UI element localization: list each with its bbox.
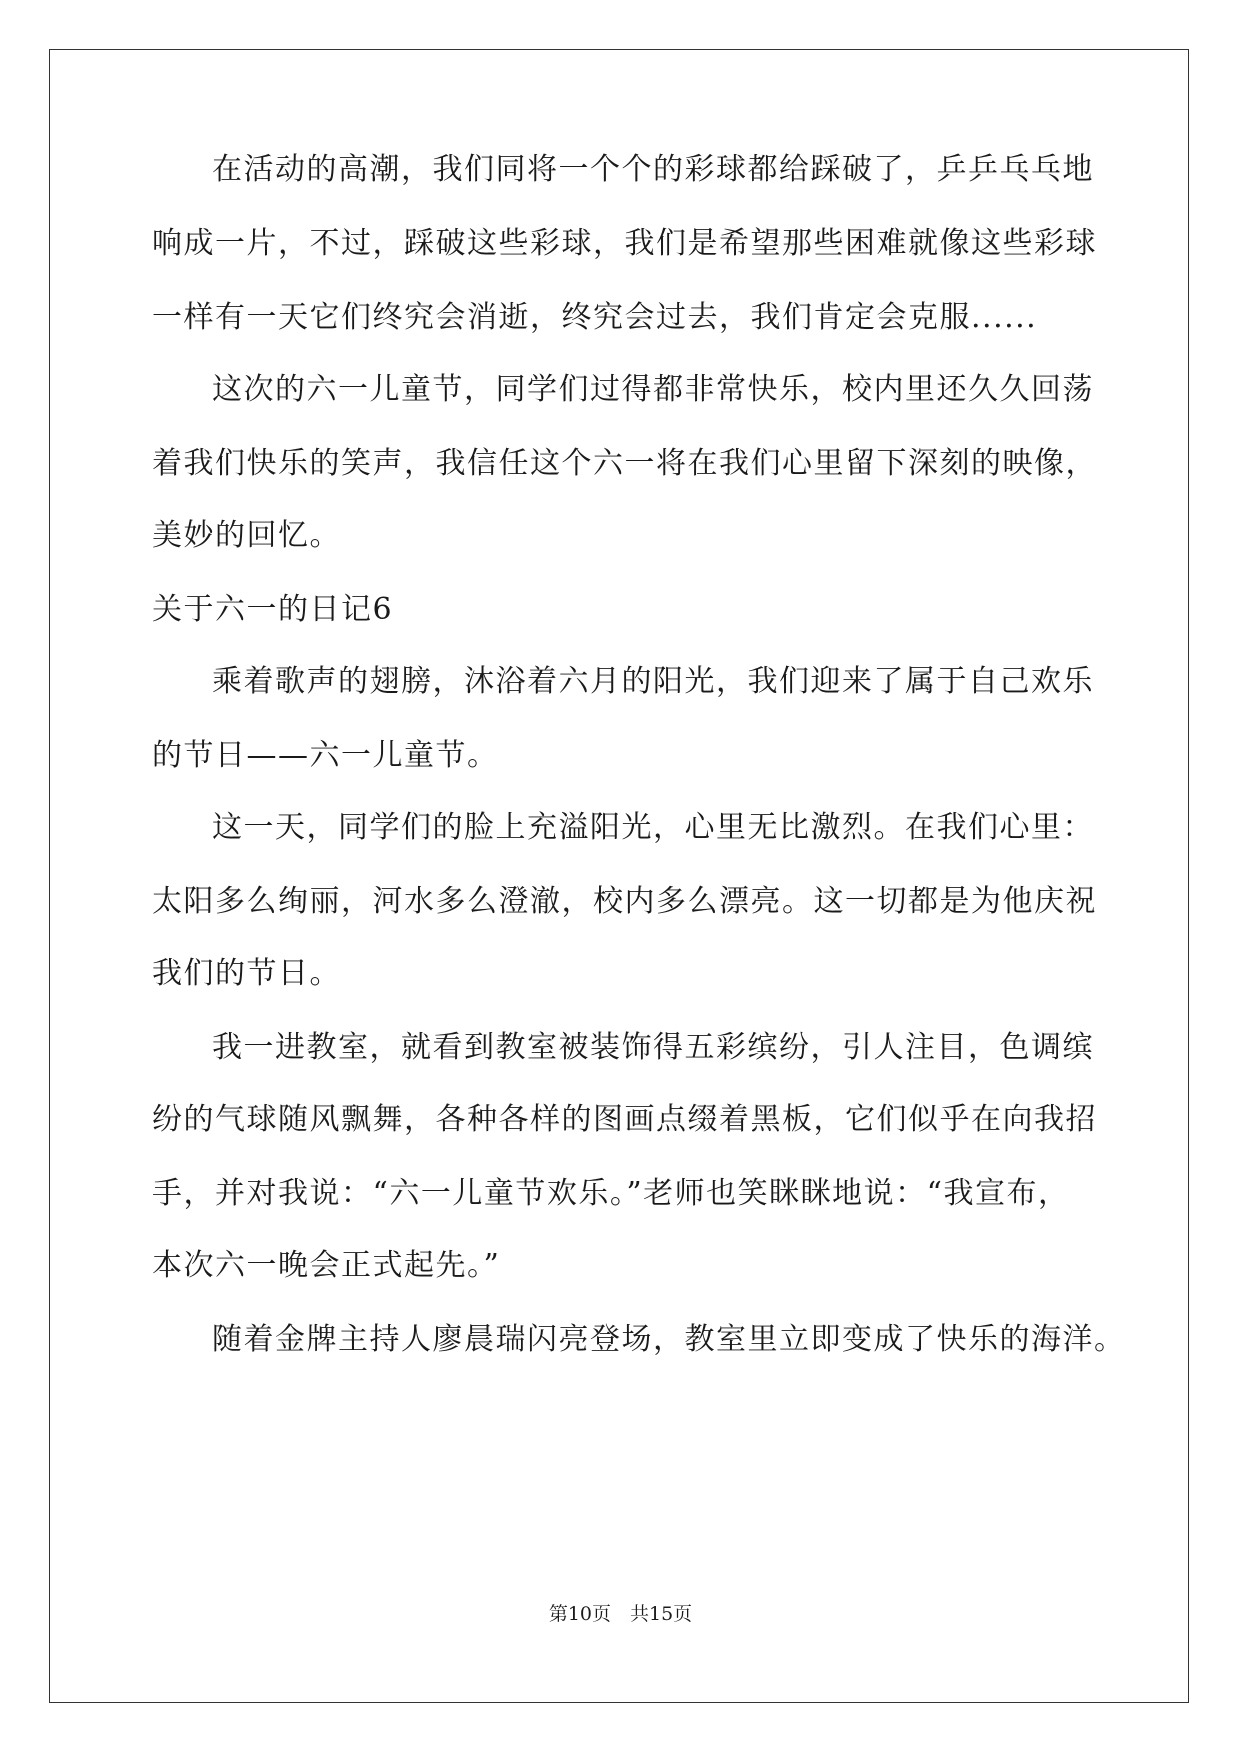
text-line: 随着金牌主持人廖晨瑞闪亮登场，教室里立即变成了快乐的海洋。 — [212, 1322, 1126, 1357]
text-line: 一样有一天它们终究会消逝，终究会过去，我们肯定会克服...... — [152, 300, 1038, 335]
text-line: 响成一片，不过，踩破这些彩球，我们是希望那些困难就像这些彩球 — [152, 226, 1097, 261]
text-line: 纷的气球随风飘舞，各种各样的图画点缀着黑板，它们似乎在向我招 — [152, 1102, 1097, 1137]
section-heading: 关于六一的日记6 — [152, 592, 394, 627]
text-line: 着我们快乐的笑声，我信任这个六一将在我们心里留下深刻的映像， — [152, 446, 1097, 481]
text-line: 太阳多么绚丽，河水多么澄澈，校内多么漂亮。这一切都是为他庆祝 — [152, 884, 1097, 919]
text-line: 我一进教室，就看到教室被装饰得五彩缤纷，引人注目，色调缤 — [212, 1030, 1094, 1065]
page-number-footer: 第10页 共15页 — [548, 1603, 693, 1625]
text-line: 在活动的高潮，我们同将一个个的彩球都给踩破了，乒乒乓乓地 — [212, 152, 1094, 187]
text-line: 这次的六一儿童节，同学们过得都非常快乐，校内里还久久回荡 — [212, 372, 1094, 407]
page-border — [49, 49, 1189, 1703]
text-line: 的节日——六一儿童节。 — [152, 738, 499, 773]
text-line: 手，并对我说：“六一儿童节欢乐。”老师也笑眯眯地说：“我宣布， — [152, 1176, 1070, 1211]
text-line: 本次六一晚会正式起先。” — [152, 1248, 501, 1283]
text-line: 我们的节日。 — [152, 956, 341, 991]
text-line: 这一天，同学们的脸上充溢阳光，心里无比激烈。在我们心里： — [212, 810, 1094, 845]
text-line: 美妙的回忆。 — [152, 518, 341, 553]
text-line: 乘着歌声的翅膀，沐浴着六月的阳光，我们迎来了属于自己欢乐 — [212, 664, 1094, 699]
